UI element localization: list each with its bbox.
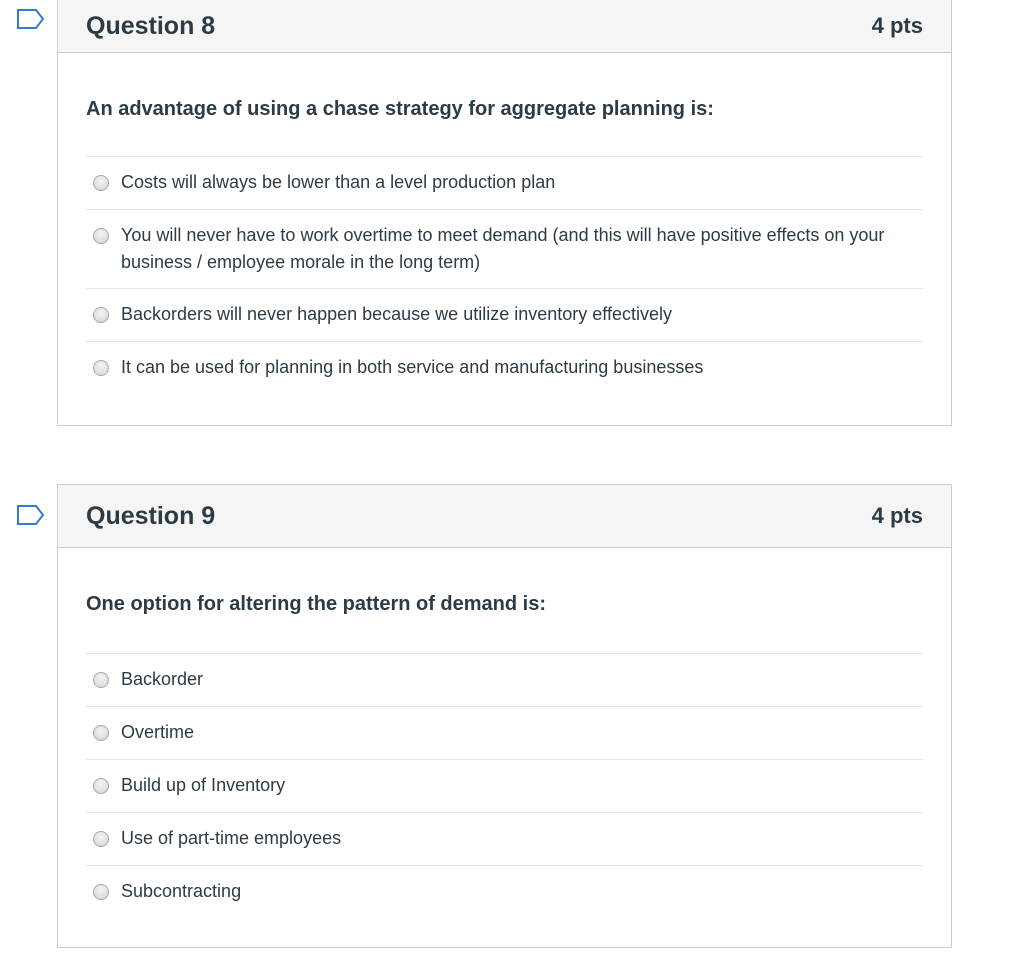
question-9 — [57, 484, 952, 948]
radio-button[interactable] — [93, 725, 109, 741]
answer-list — [86, 653, 923, 918]
answer-label: You will never have to work overtime to meet demand (and this will have positive effects on your business / employee morale in the long term) — [121, 225, 885, 272]
answer-label: Backorder — [121, 669, 204, 689]
radio-button[interactable] — [93, 831, 109, 847]
radio-button[interactable] — [93, 778, 109, 794]
answer-label: Subcontracting — [121, 881, 242, 901]
question-header — [58, 0, 951, 53]
answer-label: Costs will always be lower than a level production plan — [121, 172, 556, 192]
question-title: Question 9 — [86, 501, 216, 530]
question-body — [58, 53, 951, 394]
radio-button[interactable] — [93, 360, 109, 376]
answer-label: Backorders will never happen because we utilize inventory effectively — [121, 304, 672, 324]
radio-button[interactable] — [93, 307, 109, 323]
answer-option[interactable] — [86, 157, 923, 210]
answer-option[interactable] — [86, 760, 923, 813]
answer-label: Build up of Inventory — [121, 775, 286, 795]
radio-button[interactable] — [93, 884, 109, 900]
answer-label: Use of part-time employees — [121, 828, 342, 848]
answer-option[interactable] — [86, 210, 923, 289]
question-8 — [57, 0, 952, 426]
radio-button[interactable] — [93, 672, 109, 688]
question-text: An advantage of using a chase strategy for aggregate planning is: — [86, 98, 714, 120]
answer-option[interactable] — [86, 707, 923, 760]
question-header — [58, 485, 951, 548]
answer-option[interactable] — [86, 342, 923, 394]
question-points: 4 pts — [871, 13, 923, 38]
answer-label: It can be used for planning in both service and manufacturing businesses — [121, 357, 704, 377]
question-title: Question 8 — [86, 11, 216, 40]
answer-label: Overtime — [121, 722, 195, 742]
question-body — [58, 548, 951, 918]
flag-question-icon[interactable] — [16, 504, 46, 526]
answer-option[interactable] — [86, 866, 923, 918]
answer-option[interactable] — [86, 289, 923, 342]
answer-option[interactable] — [86, 654, 923, 707]
radio-button[interactable] — [93, 228, 109, 244]
question-points: 4 pts — [871, 503, 923, 528]
flag-question-icon[interactable] — [16, 8, 46, 30]
radio-button[interactable] — [93, 175, 109, 191]
answer-list — [86, 156, 923, 394]
answer-option[interactable] — [86, 813, 923, 866]
question-text: One option for altering the pattern of demand is: — [86, 593, 547, 615]
